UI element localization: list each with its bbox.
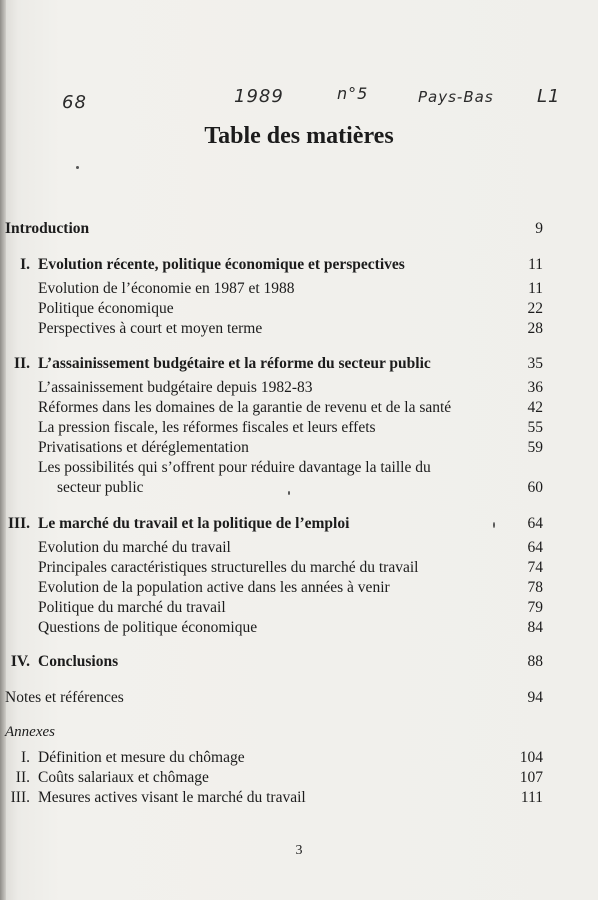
section-title: Politique économique [38,300,174,317]
toc-annex-3 [0,788,598,808]
scan-speck [493,522,495,528]
toc-page-number: 104 [519,749,543,766]
toc-page-number: 55 [527,419,543,436]
toc-chapter-4 [0,652,598,672]
section-title: Réformes dans les domaines de la garantie de revenu et de la santé [38,399,452,416]
section-title: Principales caractéristiques structurelles du marché du travail [38,559,419,576]
section-title: secteur public [57,479,144,496]
toc-annex-1 [0,748,598,768]
toc-page-number: 64 [527,515,543,532]
chapter-number: IV. [10,653,30,670]
toc-page-number: 79 [527,599,543,616]
toc-page-number: 11 [528,256,543,273]
toc-section [0,538,598,558]
toc-page-number: 111 [520,789,543,806]
section-title: Questions de politique économique [38,619,258,636]
page-number: 3 [295,843,303,858]
annex-number: III. [10,789,30,806]
toc-section [0,319,598,339]
toc-section [0,598,598,618]
toc-section [0,418,598,438]
scan-speck [76,166,79,169]
toc-entry-text: Introduction [5,220,90,237]
toc-page-number: 9 [535,220,543,237]
toc-annex-2 [0,768,598,788]
toc-page-number: 64 [527,539,543,556]
toc-section-continued [0,478,598,498]
toc-page-number: 60 [527,479,543,496]
chapter-title: Conclusions [38,653,119,670]
toc-section [0,618,598,638]
chapter-title: Le marché du travail et la politique de l’emploi [38,515,350,532]
annex-number: II. [15,769,30,786]
toc-page-number: 94 [527,689,543,706]
scan-speck [288,491,290,495]
annex-number: I. [20,749,30,766]
section-title: Evolution du marché du travail [38,539,231,556]
toc-section [0,279,598,299]
toc-notes [0,688,598,708]
toc-chapter-3 [0,514,598,534]
handwritten-note-issue: n°5 [337,84,369,103]
toc-page-number: 36 [527,379,543,396]
toc-section [0,299,598,319]
section-title: Politique du marché du travail [38,599,226,616]
toc-page-number: 78 [527,579,543,596]
section-title: Evolution de l’économie en 1987 et 1988 [38,280,295,297]
toc-page-number: 74 [527,559,543,576]
section-title: Evolution de la population active dans les années à venir [38,579,390,596]
section-title: Privatisations et déréglementation [38,439,249,456]
toc-section [0,378,598,398]
section-title: Perspectives à court et moyen terme [38,320,263,337]
toc-section [0,398,598,418]
toc-section [0,578,598,598]
toc-page-number: 84 [527,619,543,636]
toc-page-number: 11 [528,280,543,297]
page-title: Table des matières [204,123,394,149]
chapter-title: L’assainissement budgétaire et la réforme du secteur public [38,355,431,372]
toc-section [0,558,598,578]
annex-title: Mesures actives visant le marché du travail [38,789,306,806]
handwritten-note-country: Pays-Bas [418,88,494,106]
annex-title: Définition et mesure du chômage [38,749,245,766]
chapter-number: III. [8,515,30,532]
toc-page-number: 59 [527,439,543,456]
toc-chapter-1 [0,255,598,275]
handwritten-note-year: 1989 [234,86,284,107]
toc-section [0,438,598,458]
section-title: L’assainissement budgétaire depuis 1982-83 [38,379,313,396]
handwritten-note-right: L1 [537,86,561,107]
section-title: Les possibilités qui s’offrent pour réduire davantage la taille du [38,459,431,476]
section-title: La pression fiscale, les réformes fiscales et leurs effets [38,419,376,436]
annexes-heading: Annexes [5,724,55,740]
handwritten-note-left: 68 [62,92,87,113]
toc-section [0,458,598,478]
chapter-title: Evolution récente, politique économique et perspectives [38,256,405,273]
chapter-number: II. [14,355,30,372]
toc-chapter-2 [0,354,598,374]
toc-entry-text: Notes et références [5,689,124,706]
toc-introduction [0,219,598,239]
annex-title: Coûts salariaux et chômage [38,769,209,786]
toc-page-number: 35 [527,355,543,372]
toc-page-number: 88 [527,653,543,670]
toc-page-number: 28 [527,320,543,337]
toc-page-number: 107 [519,769,543,786]
chapter-number: I. [20,256,30,273]
toc-page-number: 42 [527,399,543,416]
toc-page-number: 22 [527,300,543,317]
